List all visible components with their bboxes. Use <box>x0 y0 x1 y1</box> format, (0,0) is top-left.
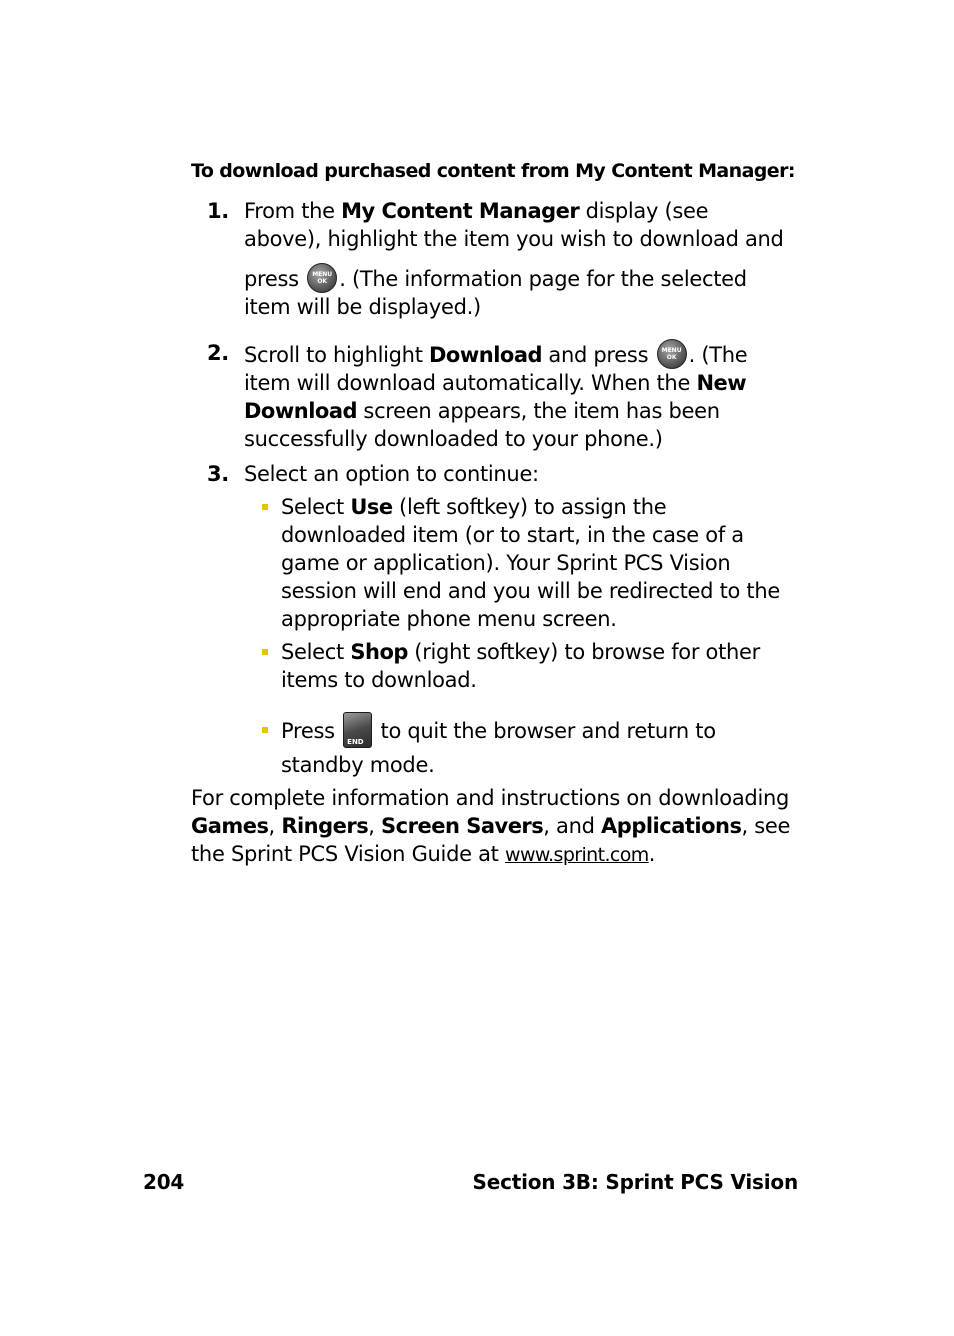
text-run: From the <box>244 199 342 223</box>
menu-ok-key-icon <box>307 263 337 293</box>
bullet-marker <box>262 504 268 510</box>
text-run: Select <box>281 640 351 664</box>
text-run: to quit the browser and return to standby mode. <box>281 719 716 777</box>
ui-term: Games <box>191 814 269 838</box>
step-number: 3. <box>207 462 229 486</box>
bullet-marker <box>262 727 268 733</box>
text-run: (right softkey) to browse for other items to download. <box>281 640 760 692</box>
step-text <box>244 339 789 453</box>
text-run: For complete information and instructions on downloading <box>191 786 790 810</box>
menu-ok-key-icon <box>657 339 687 369</box>
step-text: Select an option to continue: <box>244 462 539 486</box>
ui-term: New Download <box>244 371 747 423</box>
bullet-text <box>281 493 791 633</box>
ui-term: Download <box>429 343 543 367</box>
text-run: , <box>268 814 282 838</box>
section-title: Section 3B: Sprint PCS Vision <box>472 1170 798 1194</box>
text-run: , <box>368 814 382 838</box>
text-run: , and <box>543 814 602 838</box>
ok-key-label: OK <box>666 354 677 361</box>
sprint-website-link[interactable]: www.sprint.com <box>505 844 649 866</box>
text-run: Select <box>281 495 351 519</box>
text-run: display (see above), highlight the item you wish to download and <box>244 199 784 251</box>
procedure-heading: To download purchased content from My Content Manager: <box>191 160 795 182</box>
bullet-text <box>281 712 791 782</box>
text-run: screen appears, the item has been successfully downloaded to your phone.) <box>244 399 720 451</box>
text-run: . <box>648 842 656 866</box>
text-run: Press <box>281 719 342 743</box>
step-number: 2. <box>207 341 229 365</box>
menu-key-label: MENU <box>661 347 682 354</box>
page-number: 204 <box>143 1170 185 1194</box>
text-run: . (The item will download automatically. When the <box>244 343 748 395</box>
ui-term: My Content Manager <box>341 199 580 223</box>
text-run: and press <box>542 343 655 367</box>
ui-term: Use <box>350 495 393 519</box>
step-number: 1. <box>207 199 229 223</box>
end-key-icon <box>343 712 372 748</box>
text-run: , see the Sprint PCS Vision Guide at <box>191 814 791 866</box>
bullet-text <box>281 638 791 694</box>
text-run: press <box>244 267 306 291</box>
text-run: . (The information page for the selected item will be displayed.) <box>244 267 747 319</box>
ui-term: Screen Savers <box>381 814 544 838</box>
step-text <box>244 197 789 321</box>
ui-term: Applications <box>601 814 742 838</box>
text-run: Scroll to highlight <box>244 343 429 367</box>
text-run: (left softkey) to assign the downloaded item (or to start, in the case of a game or application). Your Sprint PCS Vision session will end and you will be redirected to the appropriate phone menu screen. <box>281 495 780 631</box>
ok-key-label: OK <box>317 278 328 285</box>
menu-key-label: MENU <box>312 271 333 278</box>
more-info-paragraph <box>191 784 791 869</box>
ui-term: Ringers <box>281 814 369 838</box>
bullet-marker <box>262 649 268 655</box>
end-key-label: END <box>347 738 364 746</box>
ui-term: Shop <box>350 640 408 664</box>
